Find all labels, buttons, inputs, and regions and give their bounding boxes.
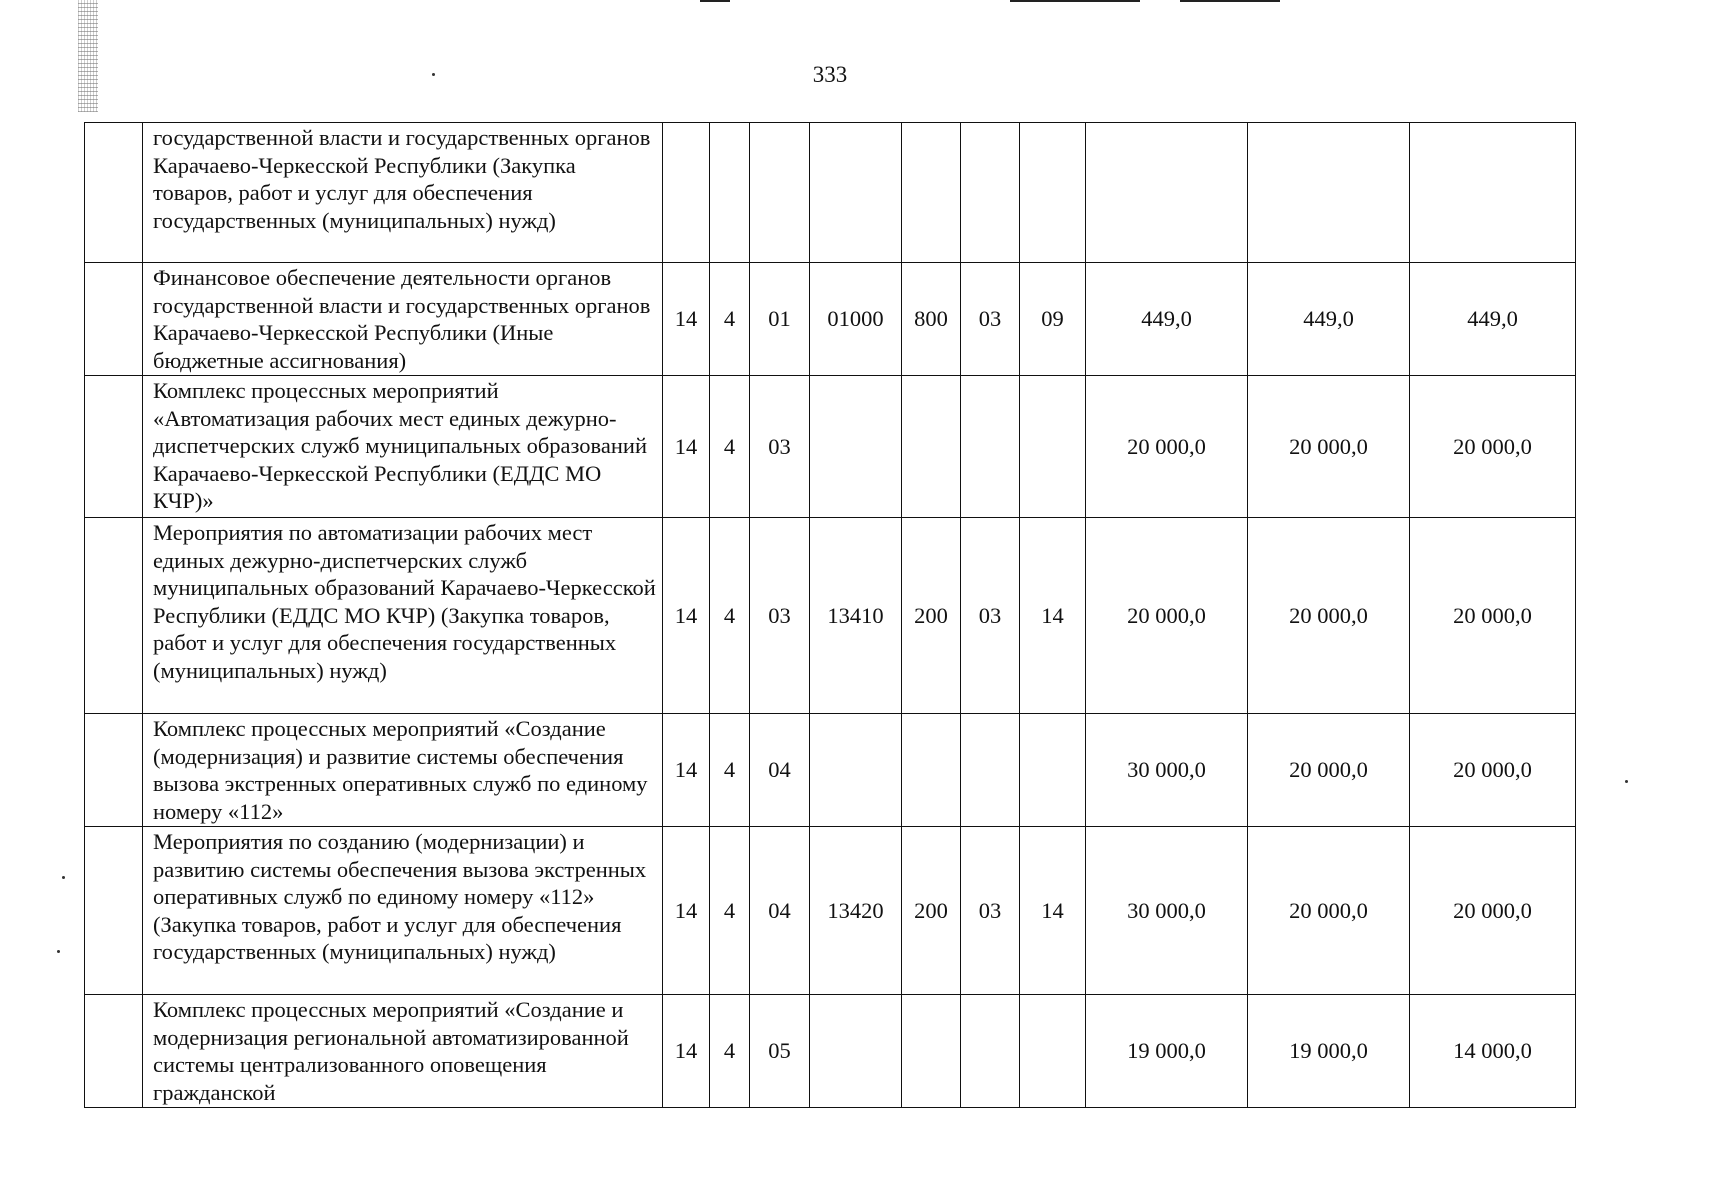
scan-artifact [78,0,98,112]
code-cell: 4 [710,714,750,827]
amount-cell: 30 000,0 [1086,714,1248,827]
amount-cell: 20 000,0 [1248,827,1410,995]
item-name-cell: Финансовое обеспечение деятельности органов государственной власти и государственных органов Карачаево-Черкесской Республики (Иные бюджетные ассигнования) [143,263,663,376]
scan-speck [1625,780,1628,783]
amount-cell: 19 000,0 [1086,995,1248,1108]
code-cell: 4 [710,995,750,1108]
amount-cell [1410,123,1576,263]
row-number-cell [85,376,143,518]
code-cell: 4 [710,376,750,518]
code-cell [663,123,710,263]
code-cell: 14 [1020,518,1086,714]
code-cell [1020,995,1086,1108]
code-cell: 200 [902,518,961,714]
amount-cell: 449,0 [1410,263,1576,376]
code-cell [810,714,902,827]
row-number-cell [85,518,143,714]
code-cell [961,376,1020,518]
amount-cell: 20 000,0 [1410,714,1576,827]
code-cell [1020,376,1086,518]
code-cell: 14 [663,714,710,827]
amount-cell: 14 000,0 [1410,995,1576,1108]
code-cell: 4 [710,263,750,376]
code-cell [902,123,961,263]
item-name-cell: государственной власти и государственных органов Карачаево-Черкесской Республики (Закупка товаров, работ и услуг для обеспечения государственных (муниципальных) нужд) [143,123,663,263]
amount-cell: 20 000,0 [1410,827,1576,995]
code-cell: 13420 [810,827,902,995]
code-cell [961,714,1020,827]
row-number-cell [85,714,143,827]
page-number: 333 [812,62,848,87]
amount-cell: 20 000,0 [1410,518,1576,714]
amount-cell: 449,0 [1248,263,1410,376]
code-cell: 03 [961,518,1020,714]
amount-cell: 20 000,0 [1248,714,1410,827]
item-name-cell: Комплекс процессных мероприятий «Создание (модернизация) и развитие системы обеспечения вызова экстренных оперативных служб по единому номеру «112» [143,714,663,827]
code-cell: 05 [750,995,810,1108]
code-cell [1020,123,1086,263]
item-name-cell: Комплекс процессных мероприятий «Создание и модернизация региональной автоматизированной системы централизованного оповещения гражданской [143,995,663,1108]
code-cell: 13410 [810,518,902,714]
code-cell [810,995,902,1108]
table-row [85,376,1576,518]
code-cell: 14 [663,518,710,714]
row-number-cell [85,995,143,1108]
table-row [85,827,1576,995]
code-cell: 01 [750,263,810,376]
code-cell: 03 [961,827,1020,995]
code-cell: 03 [750,376,810,518]
code-cell: 800 [902,263,961,376]
code-cell: 4 [710,518,750,714]
amount-cell [1248,123,1410,263]
amount-cell [1086,123,1248,263]
code-cell: 09 [1020,263,1086,376]
scan-speck [62,876,65,879]
amount-cell: 19 000,0 [1248,995,1410,1108]
amount-cell: 449,0 [1086,263,1248,376]
budget-table [84,122,1576,1108]
item-name-cell: Комплекс процессных мероприятий «Автоматизация рабочих мест единых дежурно-диспетчерских служб муниципальных образований Карачаево-Черкесской Республики (ЕДДС МО КЧР)» [143,376,663,518]
code-cell [810,123,902,263]
amount-cell: 30 000,0 [1086,827,1248,995]
code-cell: 04 [750,827,810,995]
code-cell: 4 [710,827,750,995]
row-number-cell [85,123,143,263]
row-number-cell [85,827,143,995]
amount-cell: 20 000,0 [1086,518,1248,714]
table-row [85,995,1576,1108]
code-cell [750,123,810,263]
table-row [85,123,1576,263]
code-cell: 03 [750,518,810,714]
code-cell [961,995,1020,1108]
code-cell: 14 [663,376,710,518]
code-cell: 03 [961,263,1020,376]
table-row [85,714,1576,827]
amount-cell: 20 000,0 [1248,518,1410,714]
item-name-cell: Мероприятия по автоматизации рабочих мест единых дежурно-диспетчерских служб муниципальных образований Карачаево-Черкесской Республики (ЕДДС МО КЧР) (Закупка товаров, работ и услуг для обеспечения государственных (муниципальных) нужд) [143,518,663,714]
amount-cell: 20 000,0 [1410,376,1576,518]
item-name-cell: Мероприятия по созданию (модернизации) и развитию системы обеспечения вызова экстренных оперативных служб по единому номеру «112» (Закупка товаров, работ и услуг для обеспечения государственных (муниципальных) нужд) [143,827,663,995]
code-cell: 14 [663,263,710,376]
row-number-cell [85,263,143,376]
code-cell: 14 [663,827,710,995]
amount-cell: 20 000,0 [1086,376,1248,518]
code-cell: 14 [663,995,710,1108]
top-edge-line [700,0,730,2]
code-cell [902,376,961,518]
code-cell [810,376,902,518]
code-cell [902,995,961,1108]
code-cell [902,714,961,827]
code-cell [710,123,750,263]
code-cell: 04 [750,714,810,827]
top-edge-line [1010,0,1140,2]
table-row [85,518,1576,714]
code-cell [1020,714,1086,827]
amount-cell: 20 000,0 [1248,376,1410,518]
scan-speck [57,950,60,953]
code-cell [961,123,1020,263]
code-cell: 200 [902,827,961,995]
top-edge-line [1180,0,1280,2]
code-cell: 14 [1020,827,1086,995]
table-row [85,263,1576,376]
code-cell: 01000 [810,263,902,376]
